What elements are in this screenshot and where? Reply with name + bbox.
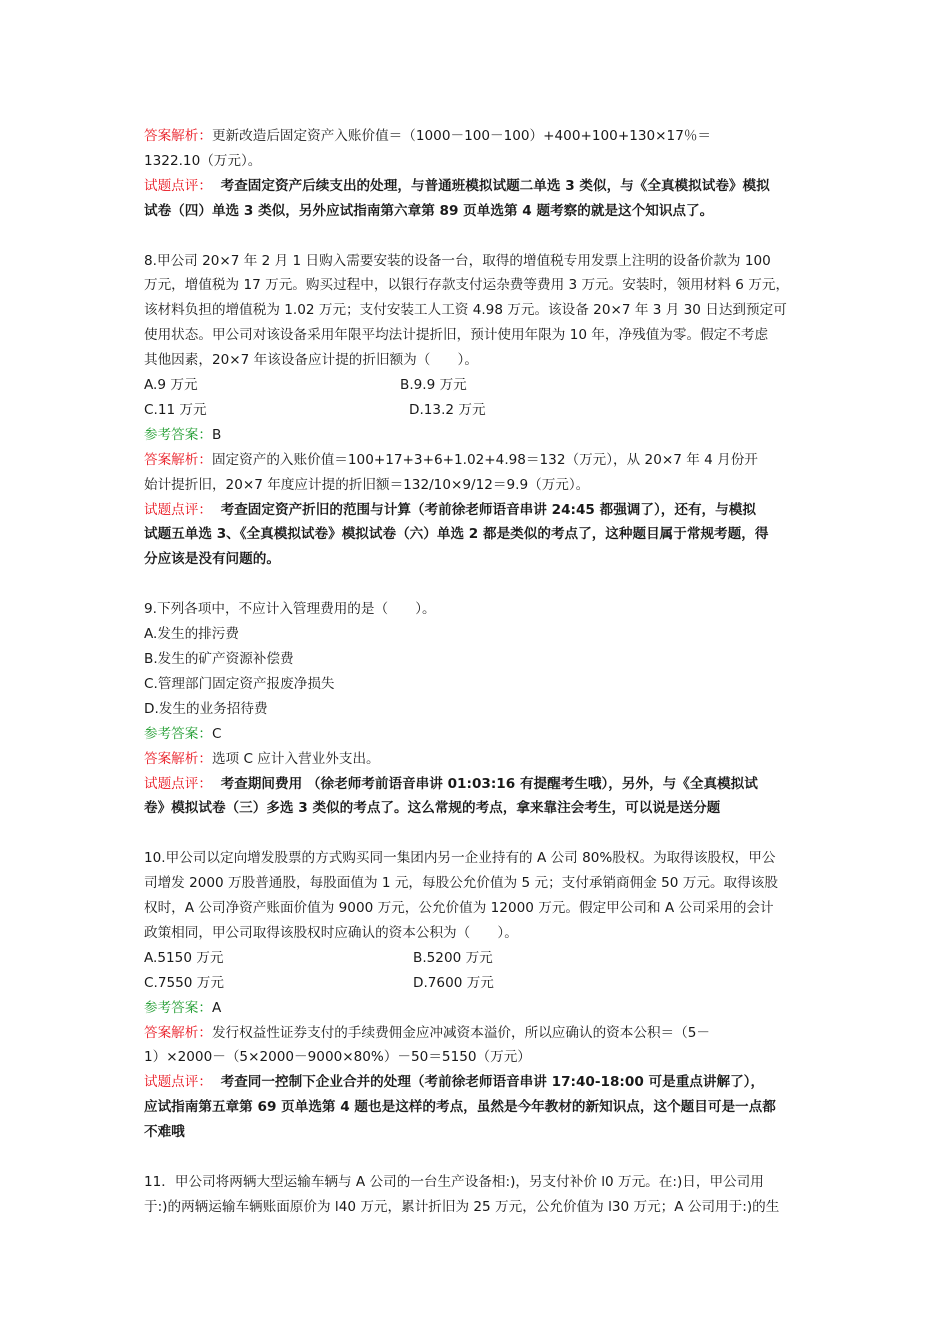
q9-answer: C [211, 725, 222, 742]
comment-label: 试题点评： [144, 501, 212, 518]
q9-comment-line-1 [144, 772, 810, 797]
q8-answer: B [211, 426, 222, 443]
q9-option-b: B.发生的矿产资源补偿费 [144, 650, 294, 667]
q10-options-row-1 [144, 946, 810, 971]
q8-comment-line-1 [144, 498, 810, 523]
q8-analysis-line-2: 始计提折旧，20×7 年度应计提的折旧额＝132/10×9/12＝9.9（万元）。 [144, 476, 590, 493]
q10-answer: A [211, 999, 222, 1016]
answer-label: 参考答案： [144, 999, 212, 1016]
q8-comment-line-3: 分应该是没有问题的。 [144, 551, 280, 568]
q9-analysis-text: 选项 C 应计入营业外支出。 [211, 750, 380, 767]
q8-analysis-line-1 [144, 448, 810, 473]
q9-analysis-line [144, 747, 810, 772]
q8-analysis-text-1: 固定资产的入账价值＝100+17+3+6+1.02+4.98＝132（万元），从 20×7 年 4 月份开 [211, 451, 758, 468]
q10-analysis-line-1 [144, 1021, 810, 1046]
q8-comment-text-1: 考查固定资产折旧的范围与计算（考前徐老师语音串讲 24:45 都强调了），还有，与模拟 [220, 501, 756, 518]
q7-analysis-line-2: 1322.10（万元）。 [144, 152, 262, 169]
q10-option-d: D.7600 万元 [413, 974, 494, 991]
analysis-label: 答案解析： [144, 750, 212, 767]
q8-stem-line-2: 万元，增值税为 17 万元。购买过程中，以银行存款支付运杂费等费用 3 万元。安装时，领用材料 6 万元， [144, 277, 790, 294]
q7-comment-line-1 [144, 174, 810, 199]
answer-label: 参考答案： [144, 725, 212, 742]
q8-answer-line [144, 423, 810, 448]
q10-stem-line-1: 10.甲公司以定向增发股票的方式购买同一集团内另一企业持有的 A 公司 80%股权。为取得该股权，甲公 [144, 850, 776, 867]
q8-option-b: B.9.9 万元 [400, 377, 467, 394]
q11-stem-line-2: 于:)的两辆运输车辆账面原价为 l40 万元，累计折旧为 25 万元，公允价值为 l30 万元；A 公司用于:)的生 [144, 1198, 780, 1215]
q10-option-a: A.5150 万元 [144, 949, 224, 966]
q8-options-row-1 [144, 373, 810, 398]
q9-stem: 9.下列各项中，不应计入管理费用的是（ ）。 [144, 601, 436, 618]
comment-label: 试题点评： [144, 1074, 212, 1091]
q7-comment-text-1: 考查固定资产后续支出的处理，与普通班模拟试题二单选 3 类似，与《全真模拟试卷》模拟 [220, 177, 770, 194]
q9-option-d: D.发生的业务招待费 [144, 700, 268, 717]
q8-stem-line-3: 该材料负担的增值税为 1.02 万元；支付安装工人工资 4.98 万元。该设备 20×7 年 3 月 30 日达到预定可 [144, 302, 787, 319]
q10-options-row-2 [144, 971, 810, 996]
q10-comment-line-2: 应试指南第五章第 69 页单选第 4 题也是这样的考点，虽然是今年教材的新知识点，这个题目可是一点都 [144, 1099, 776, 1116]
q8-stem-line-5: 其他因素，20×7 年该设备应计提的折旧额为（ ）。 [144, 352, 478, 369]
q10-stem-line-3: 权时，A 公司净资产账面价值为 9000 万元，公允价值为 12000 万元。假定甲公司和 A 公司采用的会计 [144, 900, 774, 917]
q8-stem-line-1: 8.甲公司 20×7 年 2 月 1 日购入需要安装的设备一台，取得的增值税专用发票上注明的设备价款为 100 [144, 252, 771, 269]
q10-option-c: C.7550 万元 [144, 974, 224, 991]
q9-comment-line-2: 卷》模拟试卷（三）多选 3 类似的考点了。这么常规的考点，拿来靠注会考生，可以说是送分题 [144, 800, 721, 817]
q9-option-a: A.发生的排污费 [144, 626, 239, 643]
q8-option-d: D.13.2 万元 [409, 401, 486, 418]
q7-analysis-line-1 [144, 124, 810, 149]
q10-analysis-line-2: 1）×2000－（5×2000－9000×80%）－50＝5150（万元） [144, 1049, 531, 1066]
q11-stem-line-1: 11．甲公司将两辆大型运输车辆与 A 公司的一台生产设备相:)，另支付补价 l0 万元。在:)日，甲公司用 [144, 1173, 764, 1190]
q10-comment-text-1: 考查同一控制下企业合并的处理（考前徐老师语音串讲 17:40-18:00 可是重点讲解了）， [220, 1074, 765, 1091]
q8-stem-line-4: 使用状态。甲公司对该设备采用年限平均法计提折旧，预计使用年限为 10 年，净残值为零。假定不考虑 [144, 327, 769, 344]
document-page [144, 124, 810, 1220]
analysis-label: 答案解析： [144, 128, 212, 144]
q8-option-c: C.11 万元 [144, 401, 207, 418]
q10-comment-line-3: 不难哦 [144, 1124, 185, 1141]
q10-stem-line-4: 政策相同，甲公司取得该股权时应确认的资本公积为（ ）。 [144, 924, 518, 941]
q7-analysis-text-1: 更新改造后固定资产入账价值＝（1000－100－100）+400+100+130×17％＝ [211, 128, 712, 144]
q9-option-c: C.管理部门固定资产报废净损失 [144, 675, 335, 692]
comment-label: 试题点评： [144, 177, 212, 194]
q9-answer-line [144, 722, 810, 747]
analysis-label: 答案解析： [144, 451, 212, 468]
answer-label: 参考答案： [144, 426, 212, 443]
q10-analysis-text-1: 发行权益性证券支付的手续费佣金应冲减资本溢价，所以应确认的资本公积＝（5－ [211, 1024, 710, 1041]
q10-stem-line-2: 司增发 2000 万股普通股，每股面值为 1 元，每股公允价值为 5 元；支付承销商佣金 50 万元。取得该股 [144, 875, 778, 892]
q10-comment-line-1 [144, 1070, 810, 1095]
comment-label: 试题点评： [144, 775, 212, 792]
q8-comment-line-2: 试题五单选 3、《全真模拟试卷》模拟试卷（六）单选 2 都是类似的考点了，这种题目属于常规考题，得 [144, 526, 769, 543]
q10-option-b: B.5200 万元 [413, 949, 493, 966]
q7-comment-line-2: 试卷（四）单选 3 类似，另外应试指南第六章第 89 页单选第 4 题考察的就是这个知识点了。 [144, 202, 714, 219]
q9-comment-text-1: 考查期间费用 （徐老师考前语音串讲 01:03:16 有提醒考生哦），另外，与《全真模拟试 [220, 775, 758, 792]
q8-options-row-2 [144, 398, 810, 423]
q8-option-a: A.9 万元 [144, 377, 198, 394]
analysis-label: 答案解析： [144, 1024, 212, 1041]
q10-answer-line [144, 996, 810, 1021]
